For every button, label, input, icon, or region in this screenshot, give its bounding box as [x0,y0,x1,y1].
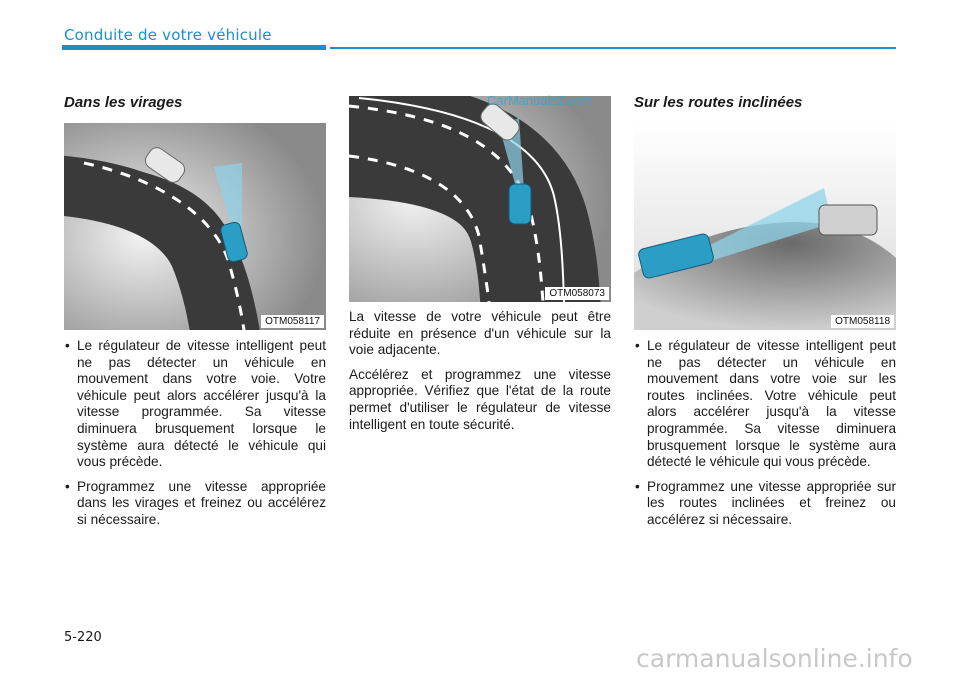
figure-curves [64,123,326,330]
heading-slopes: Sur les routes inclinées [634,94,803,111]
list-item: • Programmez une vitesse appropriée dans les virages et freinez ou accélérez si nécessaire. [65,478,326,527]
car-ahead-icon [819,205,877,235]
heading-curves: Dans les virages [64,94,183,111]
own-car-icon [509,184,531,224]
adjacent-lane-illustration [349,96,611,302]
figure-label-curves: OTM058117 [261,315,324,328]
header-rule-thin [330,47,896,49]
page-number: 5-220 [64,630,102,645]
section-title: Conduite de votre véhicule [64,26,272,44]
slope-road-illustration [634,123,896,330]
site-watermark: carmanualsonline.info [636,644,913,673]
figure-slopes [634,123,896,330]
bullet-list-curves [64,338,326,529]
curve-road-illustration [64,123,326,330]
list-item: • Le régulateur de vitesse intelligent peut ne pas détecter un véhicule en mouvement dans votre voie sur les routes inclinées. Votre véhicule peut alors accélérer jusqu'à la vitesse programmée. Sa vitesse diminuera brusquement lorsque le système aura détecté le véhicule qui vous précède. [635,338,896,470]
figure-label-slopes: OTM058118 [831,315,894,328]
list-item: • Programmez une vitesse appropriée sur les routes inclinées et freinez ou accélérez si nécessaire. [635,478,896,527]
figure-label-adjacent: OTM058073 [545,287,609,300]
paragraph: La vitesse de votre véhicule peut être réduite en présence d'un véhicule sur la voie adjacente. [349,309,611,358]
figure-adjacent-lane [349,96,611,302]
watermark: CarManuals2.com [487,93,593,108]
list-item: • Le régulateur de vitesse intelligent peut ne pas détecter un véhicule en mouvement dans votre voie. Votre véhicule peut alors accélérer jusqu'à la vitesse programmée. Sa vitesse diminuera brusquement lorsque le système aura détecté le véhicule qui vous précède. [65,338,326,470]
paragraph: Accélérez et programmez une vitesse appropriée. Vérifiez que l'état de la route permet d'utiliser le régulateur de vitesse intelligent en toute sécurité. [349,366,611,432]
bullet-list-slopes [634,338,896,529]
text-slopes [634,338,896,537]
text-curves [64,338,326,537]
text-adjacent-lane [349,309,611,441]
header-rule-thick [62,45,326,50]
